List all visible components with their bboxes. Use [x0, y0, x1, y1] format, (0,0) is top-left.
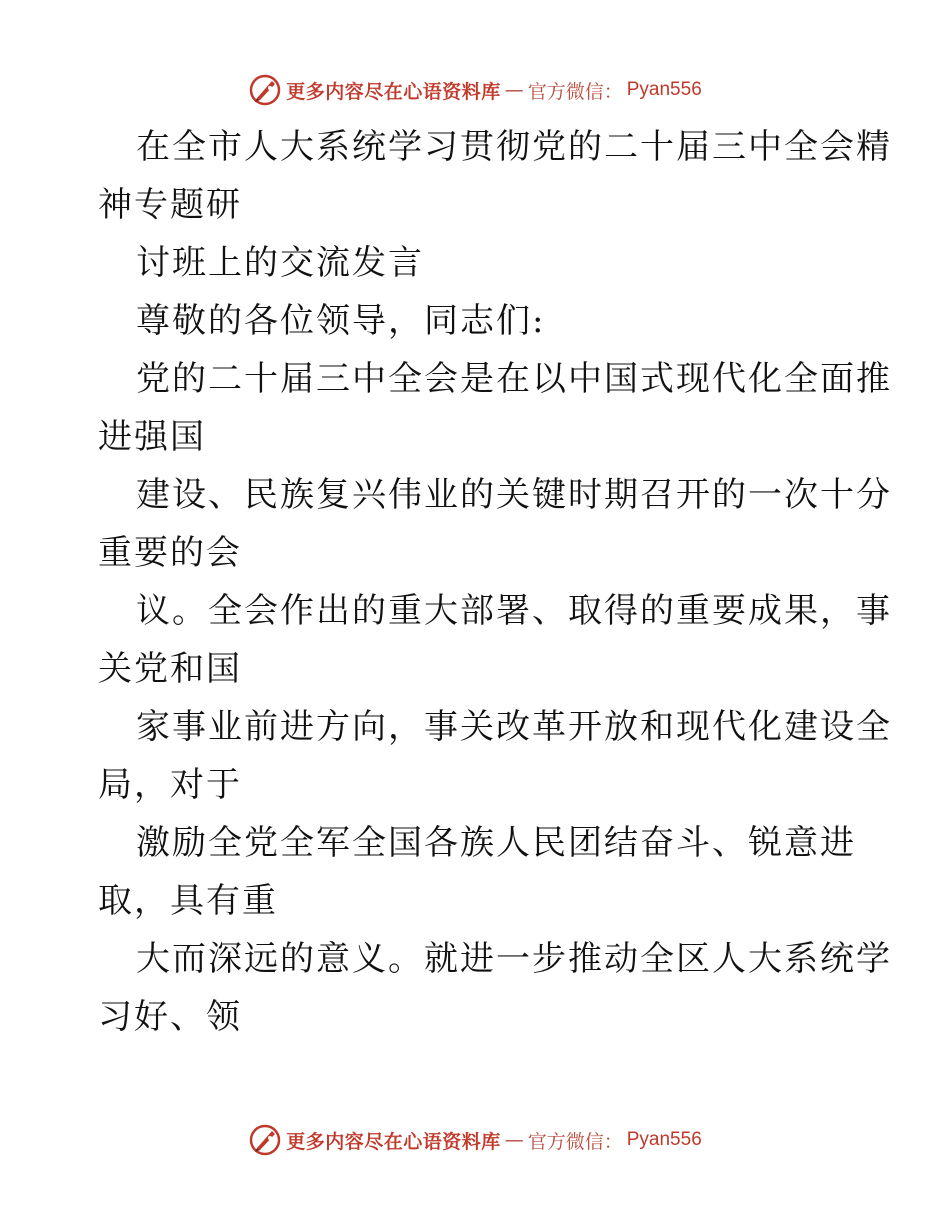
header-watermark — [0, 70, 950, 110]
text-line: 进强国 — [98, 417, 206, 457]
text-line: 在全市人大系统学习贯彻党的二十届三中全会精 — [136, 127, 892, 167]
text-line: 取，具有重 — [98, 881, 278, 921]
text-line: 议。全会作出的重大部署、取得的重要成果，事 — [136, 591, 892, 631]
text-line: 家事业前进方向，事关改革开放和现代化建设全 — [136, 707, 892, 747]
text-line: 习好、领 — [98, 997, 242, 1037]
text-line: 局，对于 — [98, 765, 242, 805]
text-line: 激励全党全军全国各族人民团结奋斗、锐意进 — [136, 823, 856, 863]
text-line: 建设、民族复兴伟业的关键时期召开的一次十分 — [136, 475, 892, 515]
watermark-separator: — — [504, 1129, 524, 1151]
text-line: 讨班上的交流发言 — [136, 243, 424, 283]
watermark-sub-text: 官方微信： — [527, 80, 623, 103]
watermark-sub-text: 官方微信： — [527, 1130, 623, 1153]
quill-pen-icon — [248, 73, 282, 107]
watermark-main-text: 更多内容尽在心语资料库 — [286, 1130, 501, 1153]
footer-watermark — [0, 1120, 950, 1160]
watermark-separator: — — [504, 79, 524, 101]
text-line: 尊敬的各位领导，同志们: — [136, 301, 546, 341]
text-line: 党的二十届三中全会是在以中国式现代化全面推 — [136, 359, 892, 399]
quill-pen-icon — [248, 1123, 282, 1157]
text-line: 神专题研 — [98, 185, 242, 225]
watermark-main-text: 更多内容尽在心语资料库 — [286, 80, 501, 103]
text-line: 重要的会 — [98, 533, 242, 573]
text-line: 大而深远的意义。就进一步推动全区人大系统学 — [136, 939, 892, 979]
document-body — [98, 118, 892, 1046]
watermark-account-id: Pyan556 — [626, 1129, 702, 1150]
watermark-account-id: Pyan556 — [626, 79, 702, 100]
text-line: 关党和国 — [98, 649, 242, 689]
